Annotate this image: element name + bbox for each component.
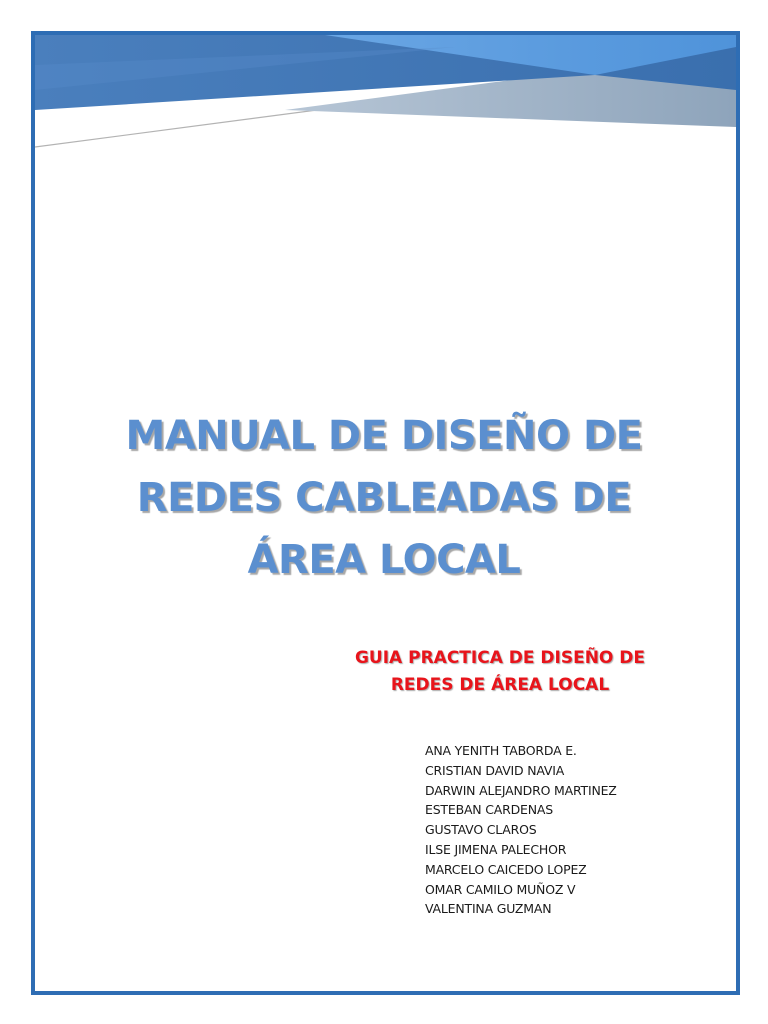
author-name: GUSTAVO CLAROS [425, 822, 537, 838]
document-title-line-3: ÁREA LOCAL [247, 537, 521, 583]
document-title-line-1: MANUAL DE DISEÑO DE [125, 413, 643, 459]
document-title-line-2: REDES CABLEADAS DE [136, 475, 632, 521]
document-subtitle-line-2: REDES DE ÁREA LOCAL [390, 675, 610, 695]
author-name: MARCELO CAICEDO LOPEZ [425, 861, 587, 877]
author-name: OMAR CAMILO MUÑOZ V [425, 881, 576, 897]
author-name: DARWIN ALEJANDRO MARTINEZ [425, 782, 617, 798]
document-subtitle-line-1: GUIA PRACTICA DE DISEÑO DE [354, 648, 646, 668]
document-title [80, 405, 688, 591]
author-name: ILSE JIMENA PALECHOR [425, 841, 567, 857]
author-name: ANA YENITH TABORDA E. [425, 743, 577, 758]
author-list [425, 741, 685, 919]
document-subtitle [330, 645, 670, 699]
author-name: CRISTIAN DAVID NAVIA [425, 762, 565, 778]
author-name: ESTEBAN CARDENAS [425, 802, 553, 818]
author-name: VALENTINA GUZMAN [425, 901, 552, 917]
